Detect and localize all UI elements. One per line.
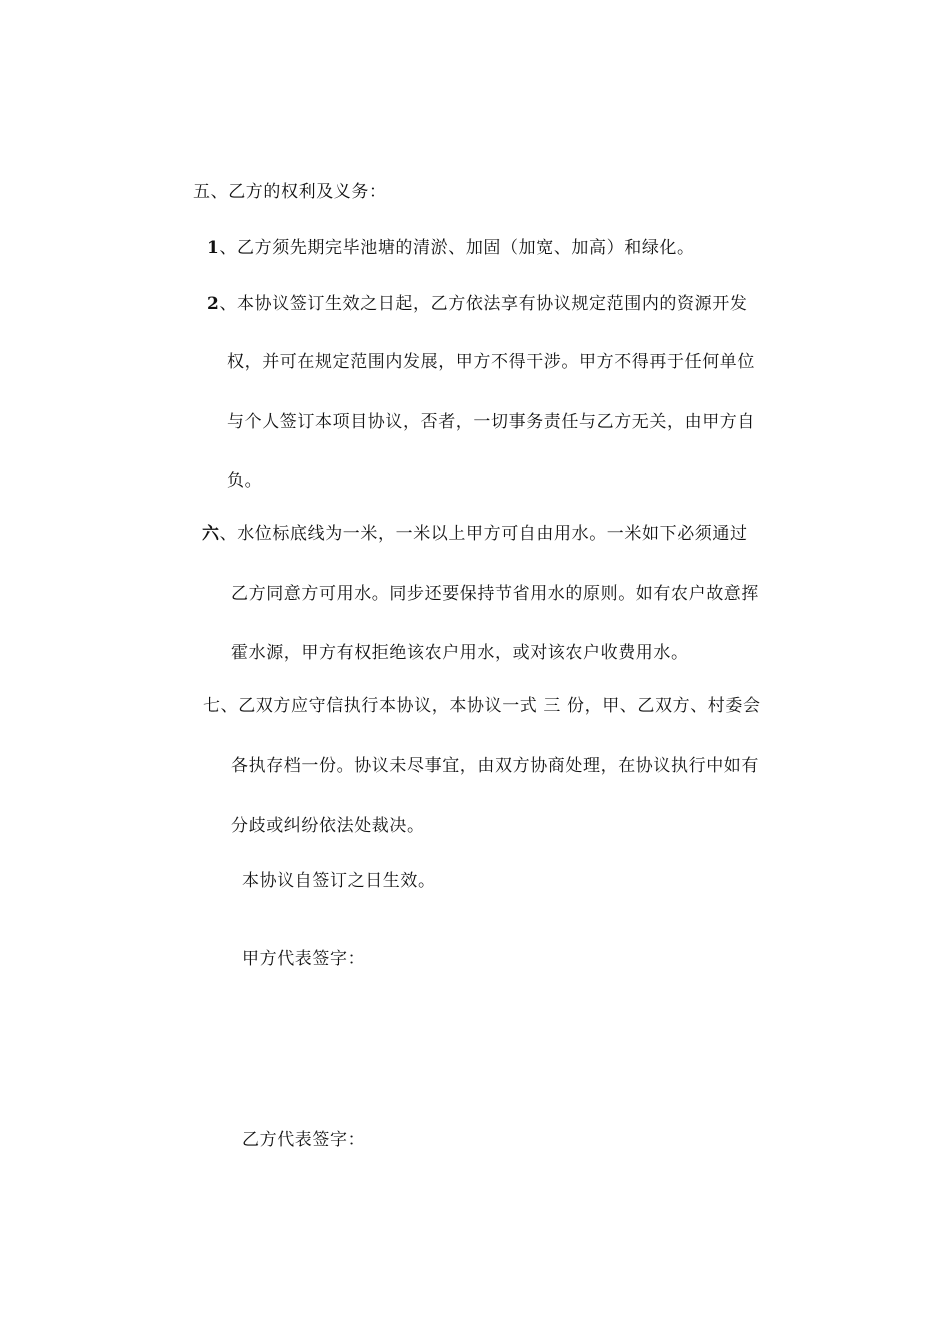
section6-line2: 乙方同意方可用水。同步还要保持节省用水的原则。如有农户故意挥	[231, 584, 759, 604]
item1-number: 1	[207, 238, 220, 258]
section5-heading: 五、乙方的权利及义务：	[193, 182, 387, 202]
section5-item2-line3: 与个人签订本项目协议，否者，一切事务责任与乙方无关，由甲方自	[227, 412, 755, 432]
item2-text-line1: 、本协议签订生效之日起，乙方依法享有协议规定范围内的资源开发	[219, 294, 748, 314]
item2-number: 2	[207, 294, 220, 314]
section6-line1	[202, 522, 748, 546]
item1-text: 、乙方须先期完毕池塘的清淤、加固（加宽、加高）和绿化。	[219, 238, 695, 258]
section6-line3: 霍水源，甲方有权拒绝该农户用水，或对该农户收费用水。	[231, 643, 689, 663]
section5-item1	[207, 236, 695, 260]
section7-line3: 分歧或纠纷依法处裁决。	[231, 816, 425, 836]
section6-number: 六	[202, 524, 220, 544]
party-a-signature-label: 甲方代表签字：	[242, 949, 366, 969]
effective-statement: 本协议自签订之日生效。	[242, 871, 436, 891]
section5-item2-line2: 权，并可在规定范围内发展，甲方不得干涉。甲方不得再于任何单位	[227, 352, 755, 372]
section7-line1: 七、乙双方应守信执行本协议，本协议一式 三 份，甲、乙双方、村委会	[203, 696, 761, 716]
section5-item2-line4: 负。	[227, 471, 263, 491]
section5-item2-line1	[207, 292, 747, 316]
section7-line2: 各执存档一份。协议未尽事宜，由双方协商处理，在协议执行中如有	[231, 756, 759, 776]
section6-text-line1: 、水位标底线为一米，一米以上甲方可自由用水。一米如下必须通过	[219, 524, 748, 544]
party-b-signature-label: 乙方代表签字：	[242, 1130, 366, 1150]
